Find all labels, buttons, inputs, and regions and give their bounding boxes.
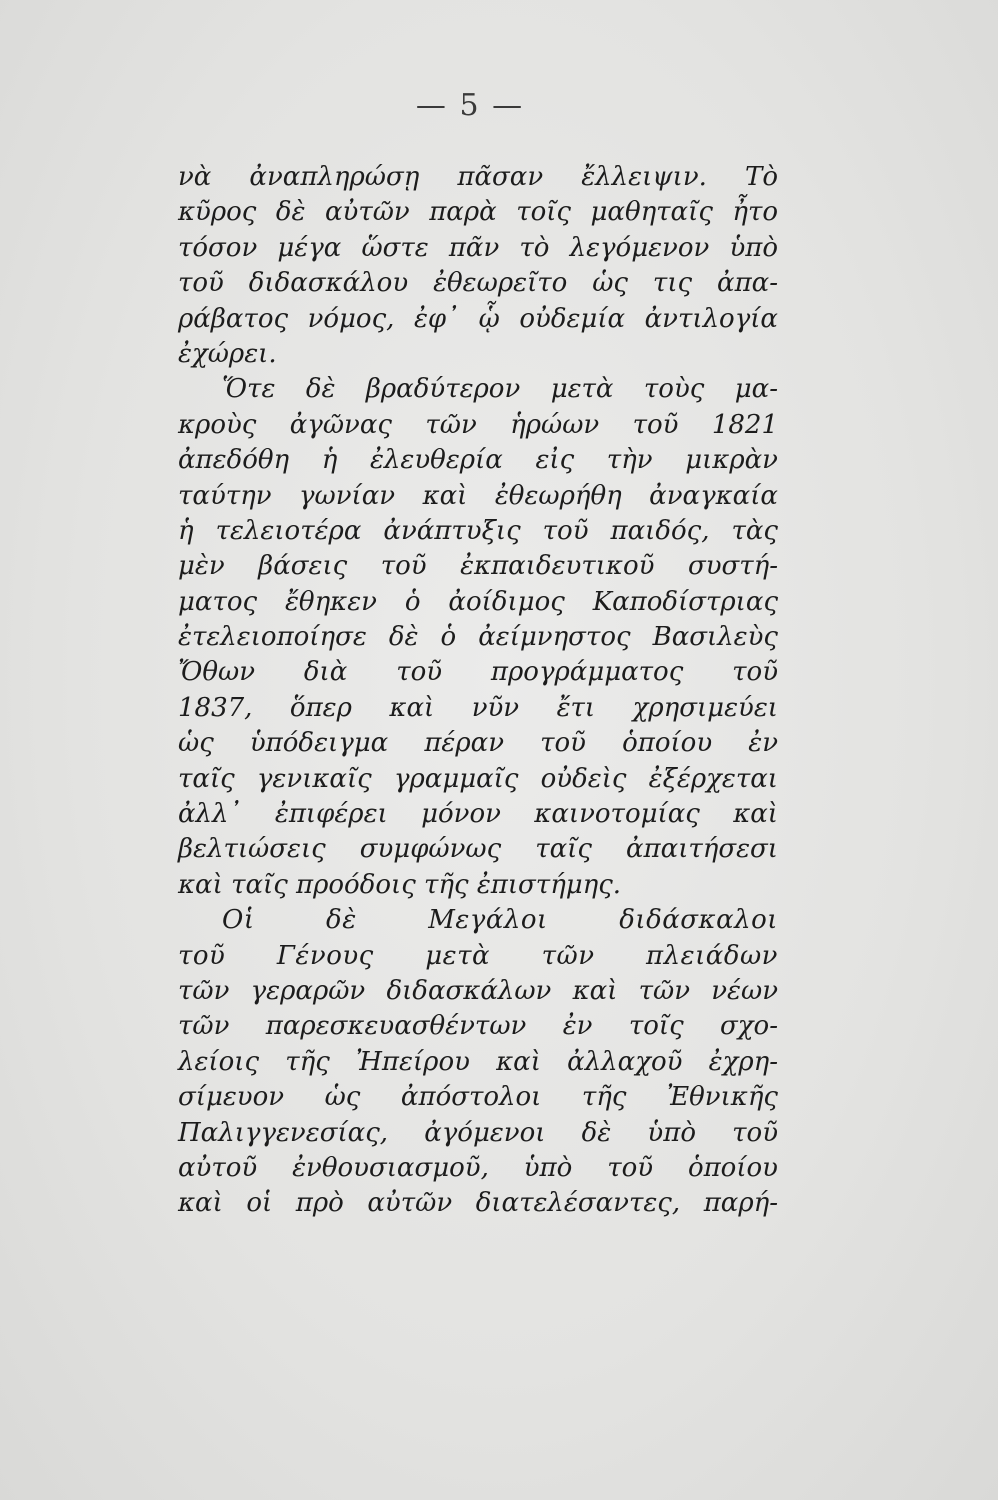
text-line: ἐχώρει. bbox=[178, 338, 277, 369]
page-number: — 5 — bbox=[415, 88, 525, 123]
text-line: τῶν γεραρῶν διδασκάλων καὶ τῶν νέων bbox=[178, 975, 778, 1006]
text-line: λείοις τῆς Ἠπείρου καὶ ἀλλαχοῦ ἐχρη- bbox=[178, 1046, 778, 1077]
text-line: τοῦ Γένους μετὰ τῶν πλειάδων bbox=[178, 940, 778, 971]
text-line: ὡς ὑπόδειγμα πέραν τοῦ ὁποίου ἐν bbox=[178, 728, 778, 759]
text-line: μὲν βάσεις τοῦ ἐκπαιδευτικοῦ συστή- bbox=[178, 551, 778, 582]
text-line: ράβατος νόμος, ἐφ᾽ ᾧ οὐδεμία ἀντιλογία bbox=[178, 303, 778, 334]
text-line: νὰ ἀναπληρώσῃ πᾶσαν ἔλλειψιν. Τὸ bbox=[178, 162, 778, 192]
text-line: ἡ τελειοτέρα ἀνάπτυξις τοῦ παιδός, τὰς bbox=[178, 515, 778, 546]
text-line: βελτιώσεις συμφώνως ταῖς ἀπαιτήσεσι bbox=[178, 834, 778, 865]
paragraph-start-line: Ὅτε δὲ βραδύτερον μετὰ τοὺς μα- bbox=[222, 374, 778, 405]
text-line: ἀλλ᾽ ἐπιφέρει μόνον καινοτομίας καὶ bbox=[178, 799, 778, 830]
text-line: 1837, ὅπερ καὶ νῦν ἔτι χρησιμεύει bbox=[178, 692, 778, 723]
text-line: αὐτοῦ ἐνθουσιασμοῦ, ὑπὸ τοῦ ὁποίου bbox=[178, 1152, 778, 1183]
text-line: Ὄθων διὰ τοῦ προγράμματος τοῦ bbox=[178, 657, 778, 688]
text-line: ταῖς γενικαῖς γραμμαῖς οὐδεὶς ἐξέρχεται bbox=[178, 763, 778, 794]
text-line: ἐτελειοποίησε δὲ ὁ ἀείμνηστος Βασιλεὺς bbox=[178, 622, 778, 653]
text-line: σίμευον ὡς ἀπόστολοι τῆς Ἐθνικῆς bbox=[178, 1082, 778, 1113]
text-line: τοῦ διδασκάλου ἐθεωρεῖτο ὡς τις ἀπα- bbox=[178, 268, 778, 299]
paragraph-start-line: Οἱ δὲ Μεγάλοι διδάσκαλοι bbox=[222, 905, 778, 936]
text-line: ταύτην γωνίαν καὶ ἐθεωρήθη ἀναγκαία bbox=[178, 480, 778, 511]
text-line: κῦρος δὲ αὐτῶν παρὰ τοῖς μαθηταῖς ἦτο bbox=[178, 197, 778, 228]
text-line: καὶ ταῖς προόδοις τῆς ἐπιστήμης. bbox=[178, 869, 622, 900]
text-line: τῶν παρεσκευασθέντων ἐν τοῖς σχο- bbox=[178, 1011, 778, 1042]
text-line: ματος ἔθηκεν ὁ ἀοίδιμος Καποδίστριας bbox=[178, 586, 778, 617]
text-line: Παλιγγενεσίας, ἀγόμενοι δὲ ὑπὸ τοῦ bbox=[178, 1117, 778, 1148]
text-line: καὶ οἱ πρὸ αὐτῶν διατελέσαντες, παρή- bbox=[178, 1188, 778, 1219]
text-line: ἀπεδόθη ἡ ἐλευθερία εἰς τὴν μικρὰν bbox=[178, 445, 778, 476]
text-line: τόσον μέγα ὥστε πᾶν τὸ λεγόμενον ὑπὸ bbox=[178, 232, 778, 263]
body-text bbox=[178, 160, 778, 1222]
text-line: κροὺς ἀγῶνας τῶν ἡρώων τοῦ 1821 bbox=[178, 409, 778, 440]
